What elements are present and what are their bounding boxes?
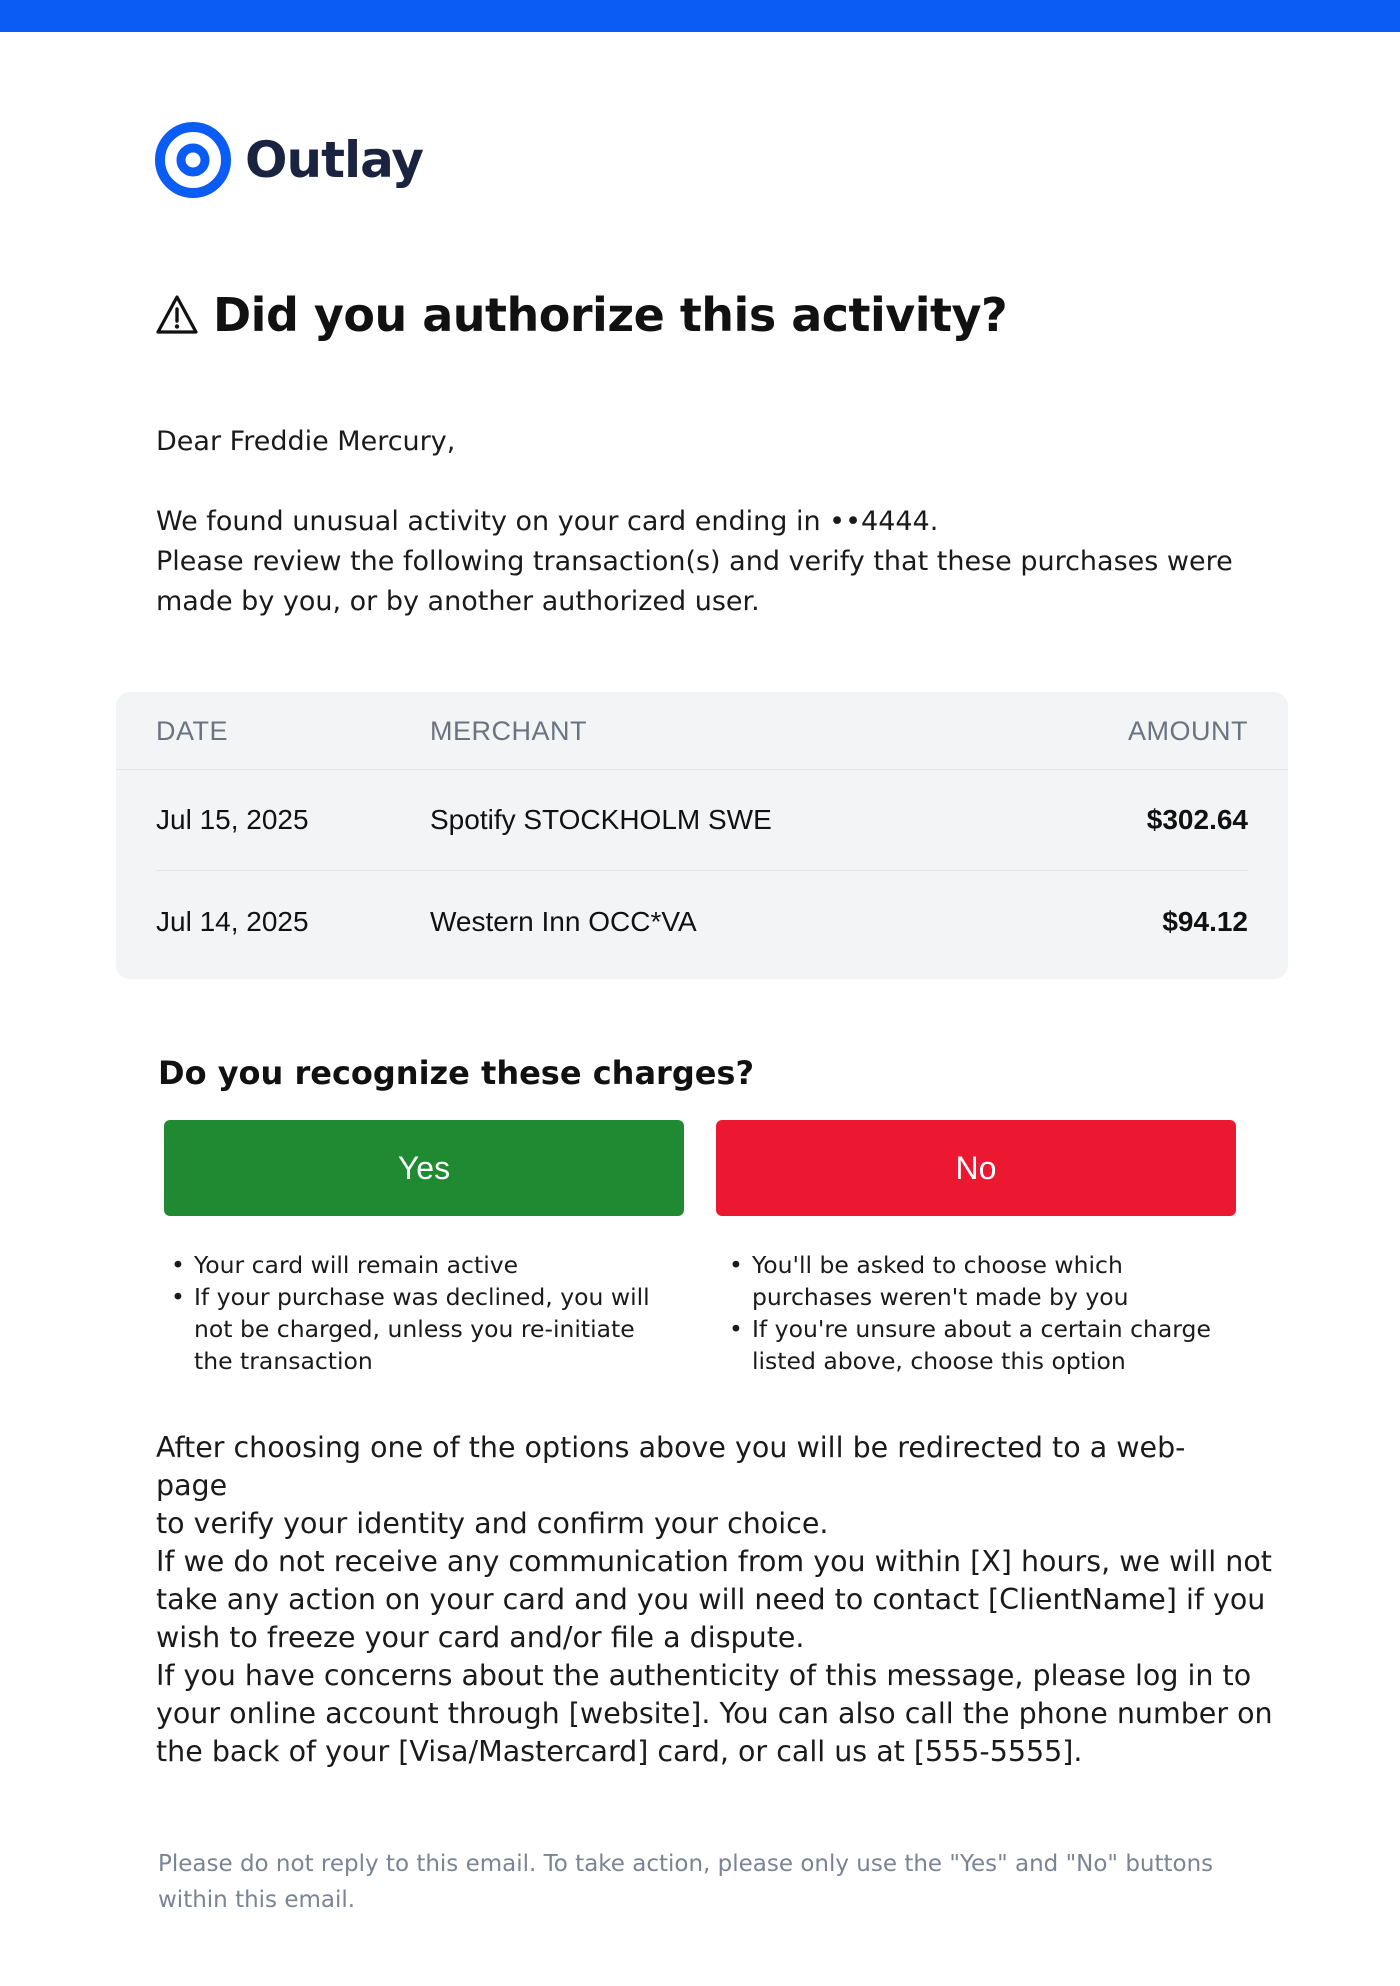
transaction-merchant: Western Inn OCC*VA (430, 906, 697, 937)
page-title (155, 288, 1007, 342)
column-header-amount: AMOUNT (1128, 716, 1248, 746)
table-header (116, 692, 1288, 770)
target-ring-logo-icon (155, 122, 231, 198)
followup-line: your online account through [website]. You can also call the phone number on (156, 1697, 1273, 1730)
no-button[interactable]: No (716, 1120, 1236, 1216)
no-notes-list (722, 1249, 1222, 1377)
brand-header (155, 122, 423, 198)
yes-button[interactable]: Yes (164, 1120, 684, 1216)
after-line: to verify your identity and confirm your choice. (156, 1507, 829, 1540)
list-item: • If your purchase was declined, you will not be charged, unless you re-initiate the transaction (164, 1281, 664, 1377)
yes-notes-list (164, 1249, 664, 1377)
intro-line: made by you, or by another authorized user. (156, 586, 760, 617)
followup-line: If we do not receive any communication from you within [X] hours, we will not (156, 1545, 1272, 1578)
transaction-amount: $302.64 (1146, 804, 1248, 835)
followup-line: wish to freeze your card and/or file a dispute. (156, 1621, 805, 1654)
greeting: Dear Freddie Mercury, (156, 426, 456, 457)
followup-line: the back of your [Visa/Mastercard] card, or call us at [555-5555]. (156, 1735, 1083, 1768)
transaction-merchant: Spotify STOCKHOLM SWE (430, 804, 772, 835)
transaction-date: Jul 14, 2025 (156, 906, 309, 937)
warning-triangle-icon (155, 293, 199, 337)
list-item: • If you're unsure about a certain charge listed above, choose this option (722, 1313, 1222, 1377)
brand-name: Outlay (245, 131, 423, 189)
intro-line: Please review the following transaction(s) and verify that these purchases were (156, 546, 1233, 577)
transactions-table (116, 692, 1288, 979)
transaction-date: Jul 15, 2025 (156, 804, 309, 835)
table-row (156, 872, 1248, 973)
after-line: After choosing one of the options above you will be redirected to a web-page (156, 1431, 1186, 1502)
followup-line: If you have concerns about the authenticity of this message, please log in to (156, 1659, 1252, 1692)
column-header-merchant: MERCHANT (430, 716, 587, 746)
footer-disclaimer: Please do not reply to this email. To take action, please only use the "Yes" and "No" buttons within this email. (158, 1851, 1214, 1913)
transaction-amount: $94.12 (1162, 906, 1248, 937)
column-header-date: DATE (156, 716, 229, 746)
list-item: • You'll be asked to choose which purchases weren't made by you (722, 1249, 1222, 1313)
followup-paragraph (156, 1543, 1276, 1771)
followup-line: take any action on your card and you will need to contact [ClientName] if you (156, 1583, 1266, 1616)
recognize-question: Do you recognize these charges? (158, 1054, 755, 1092)
intro-paragraph (156, 502, 1236, 622)
after-choice-paragraph (156, 1429, 1256, 1543)
list-item: • Your card will remain active (164, 1249, 664, 1281)
intro-line: We found unusual activity on your card ending in ••4444. (156, 506, 939, 537)
headline-text: Did you authorize this activity? (213, 288, 1008, 342)
top-accent-bar (0, 0, 1400, 32)
table-row (156, 770, 1248, 871)
